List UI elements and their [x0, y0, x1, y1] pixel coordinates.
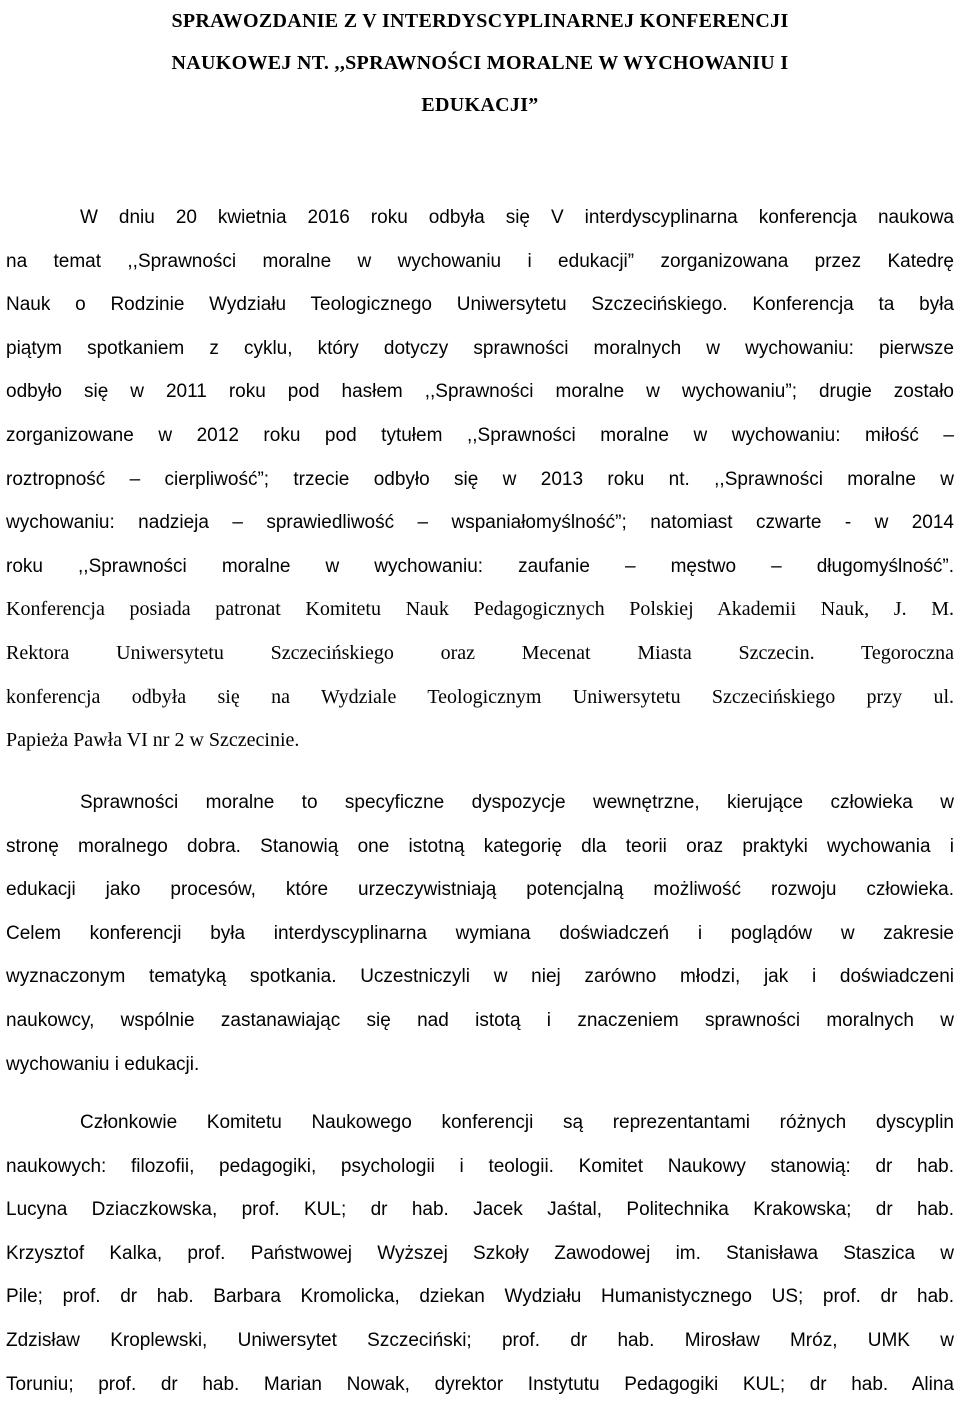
paragraph-line: naukowcy, wspólnie zastanawiając się nad istotą i znaczeniem sprawności moralnych w	[6, 1009, 954, 1031]
paragraph-line: Pile; prof. dr hab. Barbara Kromolicka, dziekan Wydziału Humanistycznego US; prof. dr hab.	[6, 1286, 954, 1308]
paragraph-line: na temat ,,Sprawności moralne w wychowaniu i edukacji” zorganizowana przez Katedrę	[6, 250, 954, 272]
paragraph-line: Członkowie Komitetu Naukowego konferencji są reprezentantami różnych dyscyplin	[80, 1112, 954, 1133]
paragraph-line: edukacji jako procesów, które urzeczywistniają potencjalną możliwość rozwoju człowieka.	[6, 879, 954, 901]
paragraph-line: Konferencja posiada patronat Komitetu Nauk Pedagogicznych Polskiej Akademii Nauk, J. M.	[6, 598, 954, 621]
paragraph-line: roztropność – cierpliwość”; trzecie odbyło się w 2013 roku nt. ,,Sprawności moralne w	[6, 468, 954, 490]
paragraph-line: konferencja odbyła się na Wydziale Teologicznym Uniwersytetu Szczecińskiego przy ul.	[6, 685, 954, 708]
paragraph-line: roku ,,Sprawności moralne w wychowaniu: zaufanie – męstwo – długomyślność”.	[6, 555, 954, 577]
title-line: SPRAWOZDANIE Z V INTERDYSCYPLINARNEJ KONFERENCJI	[171, 10, 789, 32]
paragraph-line: Krzysztof Kalka, prof. Państwowej Wyższej Szkoły Zawodowej im. Stanisława Staszica w	[6, 1242, 954, 1264]
paragraph-line: wychowaniu i edukacji.	[6, 1053, 200, 1075]
paragraph-line: Lucyna Dziaczkowska, prof. KUL; dr hab. Jacek Jaśtal, Politechnika Krakowska; dr hab.	[6, 1199, 954, 1221]
paragraph-line: stronę moralnego dobra. Stanowią one istotną kategorię dla teorii oraz praktyki wychowania i	[6, 835, 954, 857]
paragraph-line: Rektora Uniwersytetu Szczecińskiego oraz Mecenat Miasta Szczecin. Tegoroczna	[6, 641, 954, 664]
paragraph-line: Papieża Pawła VI nr 2 w Szczecinie.	[6, 729, 300, 752]
paragraph-scientific-committee	[6, 1101, 954, 1406]
paragraph-line: Toruniu; prof. dr hab. Marian Nowak, dyrektor Instytutu Pedagogiki KUL; dr hab. Alina	[6, 1373, 954, 1395]
paragraph-line: Zdzisław Kroplewski, Uniwersytet Szczeciński; prof. dr hab. Mirosław Mróz, UMK w	[6, 1329, 954, 1351]
paragraph-line: zorganizowane w 2012 roku pod tytułem ,,Sprawności moralne w wychowaniu: miłość –	[6, 424, 954, 446]
title-line: EDUKACJI”	[421, 94, 539, 116]
paragraph-line: wychowaniu: nadzieja – sprawiedliwość – wspaniałomyślność”; natomiast czwarte - w 2014	[6, 512, 954, 534]
document-page	[6, 0, 954, 1395]
title-line: NAUKOWEJ NT. ,,SPRAWNOŚCI MORALNE W WYCHOWANIU I	[171, 52, 789, 74]
paragraph-line: Nauk o Rodzinie Wydziału Teologicznego Uniwersytetu Szczecińskiego. Konferencja ta była	[6, 294, 954, 316]
paragraph-conference-intro	[6, 196, 954, 763]
paragraph-line: Celem konferencji była interdyscyplinarna wymiana doświadczeń i poglądów w zakresie	[6, 922, 954, 944]
paragraph-line: piątym spotkaniem z cyklu, który dotyczy sprawności moralnych w wychowaniu: pierwsze	[6, 337, 954, 359]
paragraph-line: W dniu 20 kwietnia 2016 roku odbyła się V interdyscyplinarna konferencja naukowa	[80, 207, 954, 228]
paragraph-line: Sprawności moralne to specyficzne dyspozycje wewnętrzne, kierujące człowieka w	[80, 792, 954, 813]
paragraph-line: naukowych: filozofii, pedagogiki, psychologii i teologii. Komitet Naukowy stanowią: dr hab.	[6, 1155, 954, 1177]
document-title	[6, 0, 954, 126]
paragraph-line: odbyło się w 2011 roku pod hasłem ,,Sprawności moralne w wychowaniu”; drugie zostało	[6, 381, 954, 403]
paragraph-line: wyznaczonym tematyką spotkania. Uczestniczyli w niej zarówno młodzi, jak i doświadczeni	[6, 966, 954, 988]
paragraph-moral-virtues	[6, 781, 954, 1086]
